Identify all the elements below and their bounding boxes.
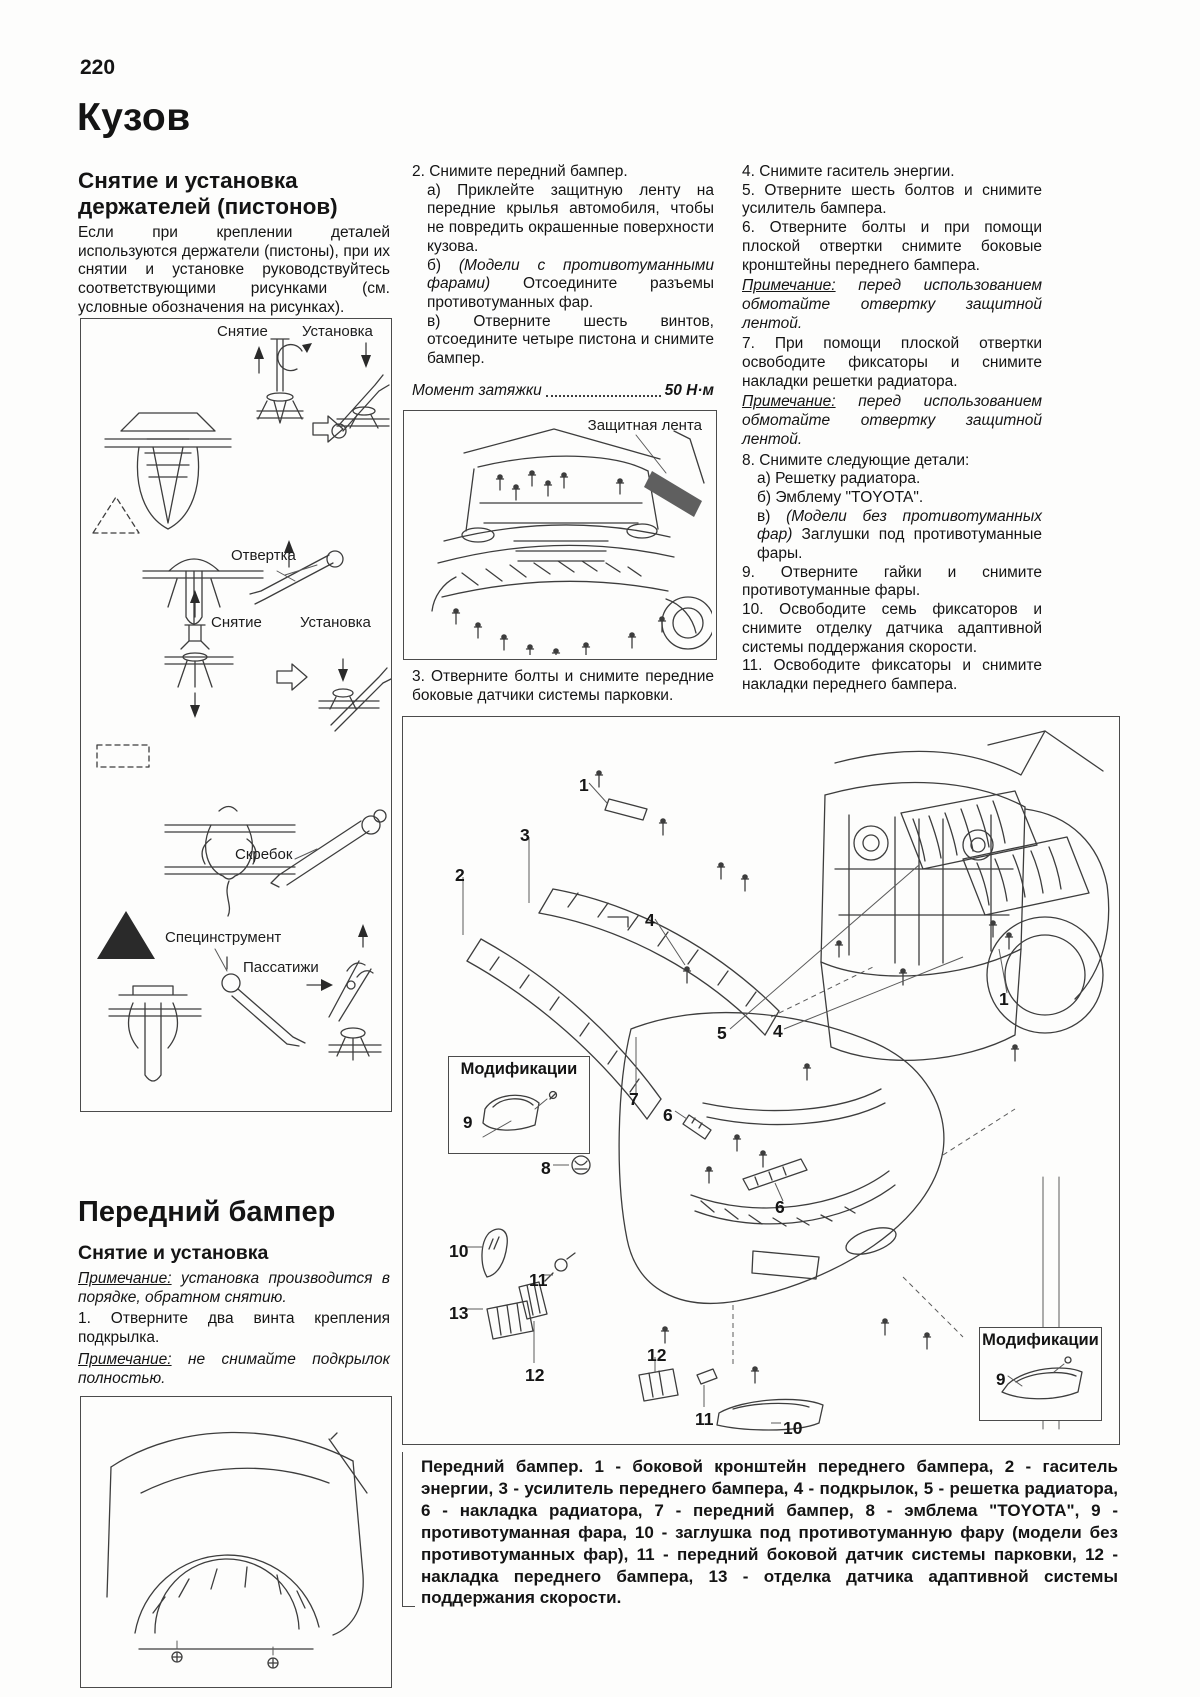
torque-dots <box>546 395 661 397</box>
step-4: 4. Снимите гаситель энергии. <box>742 163 955 180</box>
diagram-callout-12: 12 <box>647 1345 667 1365</box>
fender-figure <box>80 1396 392 1688</box>
step-3-block <box>412 668 714 705</box>
clips-figure-label: Отвертка <box>231 547 296 564</box>
step-5: 5. Отверните шесть болтов и снимите усилитель бампера. <box>742 181 1042 218</box>
note-install-order: Примечание: установка производится в порядке, обратном снятию. <box>78 1270 390 1306</box>
diagram-callout-7: 7 <box>629 1089 639 1109</box>
diagram-callout-1: 1 <box>999 989 1009 1009</box>
protective-tape-label: Защитная лента <box>587 417 702 434</box>
step-8c: в) (Модели без противотуманных фар) Заглушки под противотуманные фары. <box>757 507 1042 563</box>
clips-figure-label: Скребок <box>235 846 293 863</box>
diagram-callout-13: 13 <box>449 1303 469 1323</box>
diagram-callout-6: 6 <box>663 1105 673 1125</box>
subheading-removal-install: Снятие и установка <box>78 1242 269 1264</box>
exploded-diagram <box>402 716 1120 1445</box>
clips-figure-label: Снятие <box>217 323 268 340</box>
step-2c: в) Отверните шесть винтов, отсоедините четыре пистона и снимите бампер. <box>427 312 714 368</box>
step-8a: а) Решетку радиатора. <box>757 470 921 488</box>
clips-intro: Если при креплении деталей используются держатели (пистоны), при их снятии и установке руководствуйтесь соответствующими рисунками (см. условные обозначения на рисунках). <box>78 224 390 316</box>
step-2a: а) Приклейте защитную ленту на передние крылья автомобиля, чтобы не повредить окрашенные поверхности кузова. <box>427 181 714 255</box>
step-7: 7. При помощи плоской отвертки освободите фиксаторы и снимите накладки решетки радиатора. <box>742 335 1042 390</box>
section-heading-front-bumper: Передний бампер <box>78 1196 336 1228</box>
protective-tape-figure <box>403 410 717 660</box>
front-bumper-steps <box>78 1270 390 1388</box>
clips-figure-label: Снятие <box>211 614 262 631</box>
clips-figure-label: Установка <box>302 323 373 340</box>
diagram-callout-4: 4 <box>645 910 655 930</box>
step-9: 9. Отверните гайки и снимите противотуманные фары. <box>742 563 1042 600</box>
modifications-box-1 <box>448 1056 590 1154</box>
diagram-callout-1: 1 <box>579 775 589 795</box>
diagram-callout-2: 2 <box>455 865 465 885</box>
diagram-callout-12: 12 <box>525 1365 545 1385</box>
diagram-callout-11: 11 <box>529 1270 548 1290</box>
step-10: 10. Освободите семь фиксаторов и снимите отделку датчика адаптивной системы поддержания скорости. <box>742 601 1042 656</box>
diagram-callout-5: 5 <box>717 1023 727 1043</box>
clips-illustration <box>81 319 391 1111</box>
torque-label: Момент затяжки <box>412 382 542 399</box>
diagram-callout-6: 6 <box>775 1197 785 1217</box>
step-2: 2. Снимите передний бампер. <box>412 163 628 180</box>
modifications-label-2: Модификации <box>982 1331 1099 1349</box>
torque-value: 50 Н·м <box>664 382 714 399</box>
modifications-label-1: Модификации <box>460 1060 578 1078</box>
diagram-callout-3: 3 <box>520 825 530 845</box>
mod1-part-number: 9 <box>463 1113 473 1132</box>
note-fender-liner: Примечание: не снимайте подкрылок полностью. <box>78 1350 390 1387</box>
modifications-box-2 <box>979 1327 1102 1421</box>
clips-figure-label: Специнструмент <box>165 929 282 946</box>
diagram-callout-10: 10 <box>449 1241 469 1261</box>
step-8: 8. Снимите следующие детали: <box>742 451 970 469</box>
section-heading-clips: Снятие и установка держателей (пистонов) <box>78 168 338 219</box>
diagram-callout-4: 4 <box>773 1021 783 1041</box>
step-3: 3. Отверните болты и снимите передние боковые датчики системы парковки. <box>412 668 714 704</box>
page-number: 220 <box>80 56 116 79</box>
caption-bracket <box>402 1452 415 1607</box>
fender-illustration <box>81 1397 387 1683</box>
clips-figure-label: Установка <box>300 614 371 631</box>
step-6: 6. Отверните болты и при помощи плоской отвертки снимите боковые кронштейны переднего бампера. <box>742 219 1042 274</box>
diagram-caption: Передний бампер. 1 - боковой кронштейн переднего бампера, 2 - гаситель энергии, 3 - усилитель переднего бампера, 4 - подкрылок, 5 - решетка радиатора, 6 - накладка радиатора, 7 - передний бампер, 8 - эмблема "TOYOTA", 9 - противотуманная фара, 10 - заглушка под противотуманную фару (модели без противотуманных фар), 11 - передний боковой датчик системы парковки, 12 - накладка переднего бампера, 13 - отделка датчика адаптивной системы поддержания скорости. <box>421 1457 1118 1608</box>
car-front-illustration <box>404 411 712 655</box>
step-2b: б) (Модели с противотуманными фарами) Отсоедините разъемы противотуманных фар. <box>427 256 714 311</box>
step-8b: б) Эмблему "TOYOTA". <box>757 488 924 506</box>
page-title: Кузов <box>77 96 191 139</box>
note-tape-screwdriver-1: Примечание: перед использованием обмотайте отвертку защитной лентой. <box>742 277 1042 332</box>
step-1: 1. Отверните два винта крепления подкрылка. <box>78 1310 390 1347</box>
step-2-block <box>412 163 714 369</box>
clips-figure-label: Пассатижи <box>243 959 319 976</box>
note-tape-screwdriver-2: Примечание: перед использованием обмотайте отвертку защитной лентой. <box>742 393 1042 448</box>
diagram-callout-8: 8 <box>541 1158 551 1178</box>
torque-spec <box>412 382 714 400</box>
step-11: 11. Освободите фиксаторы и снимите накладки переднего бампера. <box>742 657 1042 693</box>
steps-4-11 <box>742 163 1042 695</box>
diagram-callout-10: 10 <box>783 1418 803 1438</box>
diagram-callout-11: 11 <box>695 1409 714 1429</box>
mod2-part-number: 9 <box>996 1370 1006 1389</box>
fog-lamp-mod-illustration-1 <box>449 1079 585 1145</box>
clips-figure <box>80 318 392 1112</box>
